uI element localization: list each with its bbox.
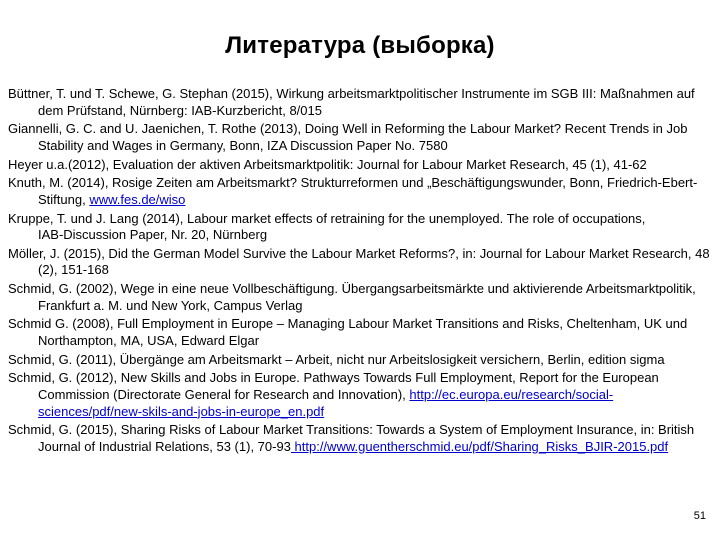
reference-text: Giannelli, G. C. and U. Jaenichen, T. Rothe (2013), Doing Well in Reforming the Labour Market? Recent Trends in Job Stability and Wages in Germany, Bonn, IZA Discussion Paper No. 7580 (8, 121, 688, 153)
reference-item (8, 281, 714, 314)
reference-text: Schmid G. (2008), Full Employment in Europe – Managing Labour Market Transitions and Risks, Cheltenham, UK und Northampton, MA, USA, Edward Elgar (8, 316, 688, 348)
reference-text: Möller, J. (2015), Did the German Model Survive the Labour Market Reforms?, in: Journal for Labour Market Research, 48 (2), 151‑168 (8, 245, 710, 278)
reference-text: Schmid, G. (2015), Sharing Risks of Labour Market Transitions: Towards a System of Employment Insurance, in: British Journal of Industrial Relations, 53 (1), 70-93 (8, 422, 695, 454)
reference-link[interactable]: http://www.guentherschmid.eu/pdf/Sharing_Risks_BJIR-2015.pdf (290, 438, 669, 454)
reference-text: Kruppe, T. und J. Lang (2014), Labour market effects of retraining for the unemployed. The role of occupations, IAB‑Discussion Paper, Nr. 20, Nürnberg (8, 210, 646, 243)
reference-list (8, 86, 714, 458)
reference-text: Schmid, G. (2011), Übergänge am Arbeitsmarkt – Arbeit, nicht nur Arbeitslosigkeit versichern, Berlin, edition sigma (8, 351, 665, 367)
reference-item (8, 370, 714, 420)
reference-item (8, 422, 714, 455)
reference-text: Schmid, G. (2012), New Skills and Jobs in Europe. Pathways Towards Full Employment, Report for the European Commission (Directorate General for Research and Innovation), (8, 370, 659, 402)
reference-item (8, 316, 714, 349)
reference-text: Knuth, M. (2014), Rosige Zeiten am Arbeitsmarkt? Strukturreformen und „Beschäftigungswunder, Bonn, Friedrich-Ebert-Stiftung, (8, 175, 698, 207)
reference-item (8, 211, 714, 244)
slide-title: Литература (выборка) (225, 32, 495, 59)
reference-item (8, 352, 714, 369)
page-number: 51 (693, 510, 706, 522)
reference-item (8, 157, 714, 174)
reference-item (8, 246, 714, 279)
reference-text: Schmid, G. (2002), Wege in eine neue Vollbeschäftigung. Übergangsarbeitsmärkte und aktivierende Arbeitsmarktpolitik, Frankfurt a. M. und New York, Campus Verlag (8, 281, 696, 313)
reference-text: Büttner, T. und T. Schewe, G. Stephan (2015), Wirkung arbeitsmarktpolitischer Instrumente im SGB III: Maßnahmen auf dem Prüfstand, Nürnberg: IAB‑Kurzbericht, 8/015 (8, 86, 695, 118)
reference-item (8, 121, 714, 154)
reference-link[interactable]: http://ec.europa.eu/research/social-sciences/pdf/new-skils-and-jobs-in-europe_en.pdf (38, 386, 614, 419)
reference-text: Heyer u.a.(2012), Evaluation der aktiven Arbeitsmarktpolitik: Journal for Labour Market Research, 45 (1), 41‑62 (8, 156, 647, 172)
reference-item (8, 175, 714, 208)
reference-link[interactable]: www.fes.de/wiso (89, 191, 186, 207)
reference-item (8, 86, 714, 119)
